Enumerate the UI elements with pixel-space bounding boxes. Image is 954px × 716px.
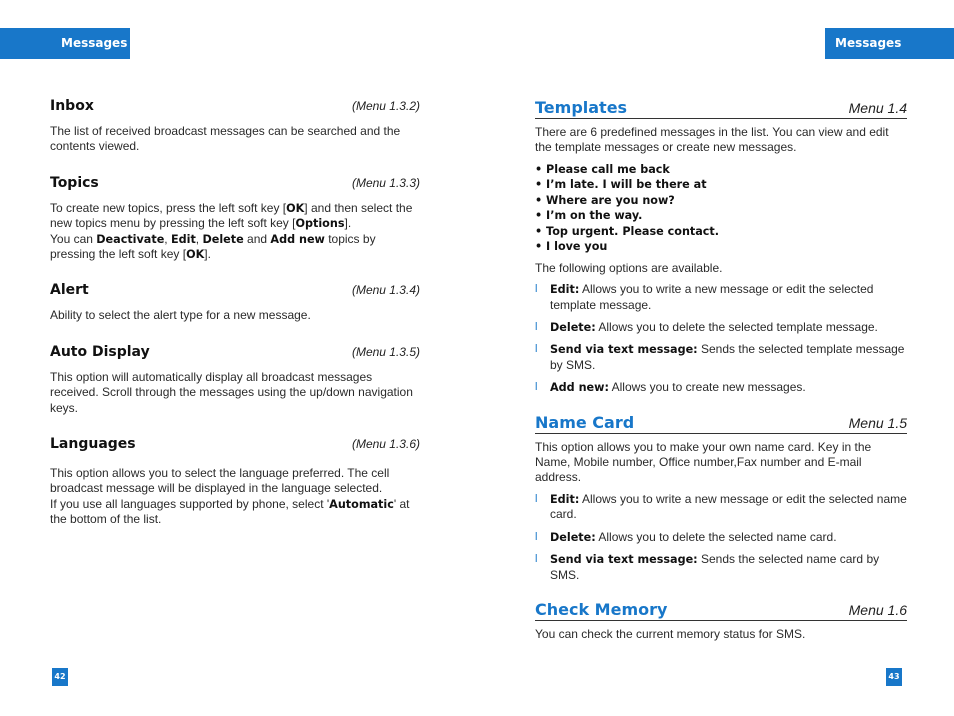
- term-edit: Edit: [170, 232, 196, 246]
- options-list: [535, 282, 907, 395]
- section-title: Languages: [50, 436, 136, 453]
- header-tab-right: Messages: [825, 28, 954, 59]
- list-item: • I’m on the way.: [535, 209, 643, 223]
- menu-ref: (Menu 1.3.5): [351, 344, 420, 359]
- section-title: Alert: [50, 282, 89, 299]
- menu-ref: Menu 1.6: [848, 601, 907, 618]
- section-templates: [535, 98, 907, 396]
- bullet-marker: l: [535, 553, 538, 566]
- term-add-new: Add new: [270, 232, 325, 246]
- bullet-marker: l: [535, 530, 538, 543]
- section-body: The list of received broadcast messages can be searched and the contents viewed.: [50, 124, 401, 154]
- option-edit: l Edit: Allows you to write a new message or edit the selected template message.: [535, 282, 874, 312]
- template-list: [535, 162, 907, 255]
- left-page-content: [50, 98, 420, 528]
- option-edit: l Edit: Allows you to write a new message or edit the selected name card.: [535, 491, 907, 522]
- key-ok: OK: [286, 201, 305, 215]
- header-tab-left: Messages: [0, 28, 130, 59]
- section-body: Ability to select the alert type for a new message.: [50, 308, 311, 323]
- term-automatic: Automatic: [329, 497, 394, 511]
- menu-ref: (Menu 1.3.6): [351, 437, 420, 452]
- section-languages: [50, 436, 420, 528]
- section-body: To create new topics, press the left soft key [OK] and then select the new topics menu by pressing the left soft key [Options]. You can Deactivate, Edit, Delete and Add new topics by pressing the left soft key [OK].: [50, 200, 413, 262]
- list-item: • Top urgent. Please contact.: [535, 224, 720, 238]
- section-intro: This option allows you to make your own name card. Key in the Name, Mobile number, Office number,Fax number and E-mail address.: [535, 439, 872, 485]
- section-intro: There are 6 predefined messages in the list. You can view and edit the template messages or create new messages.: [535, 125, 889, 155]
- section-title: Name Card: [535, 412, 635, 432]
- term-deactivate: Deactivate: [96, 232, 165, 246]
- option-add-new: l Add new: Allows you to create new messages.: [535, 380, 806, 395]
- key-options: Options: [295, 217, 345, 231]
- section-title: Topics: [50, 174, 99, 191]
- page-number-right: 43: [886, 668, 902, 686]
- key-ok: OK: [186, 248, 205, 262]
- term-delete: Delete: [202, 232, 244, 246]
- section-title: Check Memory: [535, 599, 668, 619]
- page-number-left: 42: [52, 668, 68, 686]
- section-title: Templates: [535, 98, 628, 117]
- menu-ref: (Menu 1.3.3): [351, 175, 420, 190]
- options-list: [535, 492, 907, 583]
- list-item: • Please call me back: [535, 162, 670, 176]
- bullet-marker: l: [535, 343, 538, 356]
- bullet-marker: l: [535, 492, 538, 505]
- menu-ref: (Menu 1.3.2): [351, 99, 420, 113]
- section-auto-display: [50, 344, 420, 416]
- menu-ref: (Menu 1.3.4): [351, 283, 420, 298]
- section-body: This option will automatically display all broadcast messages received. Scroll through the messages using the up/down navigation keys.: [50, 369, 413, 415]
- section-check-memory: [535, 600, 907, 642]
- section-body: You can check the current memory status for SMS.: [535, 626, 806, 641]
- option-delete: l Delete: Allows you to delete the selected template message.: [535, 320, 878, 335]
- bullet-marker: l: [535, 381, 538, 394]
- bullet-marker: l: [535, 321, 538, 334]
- list-item: • I’m late. I will be there at: [535, 178, 707, 192]
- section-alert: [50, 282, 420, 323]
- option-send-via-text: l Send via text message: Sends the selected name card by SMS.: [535, 552, 880, 582]
- bullet-marker: l: [535, 283, 538, 296]
- options-intro: The following options are available.: [535, 260, 723, 275]
- list-item: • I love you: [535, 240, 608, 254]
- menu-ref: Menu 1.5: [848, 414, 907, 431]
- section-topics: [50, 175, 420, 263]
- section-inbox: [50, 98, 420, 155]
- section-body: This option allows you to select the language preferred. The cell broadcast message will be displayed in the language selected. If you use all languages supported by phone, select 'Automatic' at the bottom of the list.: [50, 466, 410, 527]
- section-name-card: [535, 413, 907, 583]
- section-title: Inbox: [50, 98, 94, 114]
- right-page-content: [535, 98, 907, 642]
- list-item: • Where are you now?: [535, 193, 675, 207]
- menu-ref: Menu 1.4: [848, 100, 907, 116]
- option-delete: l Delete: Allows you to delete the selected name card.: [535, 529, 837, 544]
- option-send-via-text: l Send via text message: Sends the selected template message by SMS.: [535, 342, 905, 372]
- section-title: Auto Display: [50, 343, 150, 360]
